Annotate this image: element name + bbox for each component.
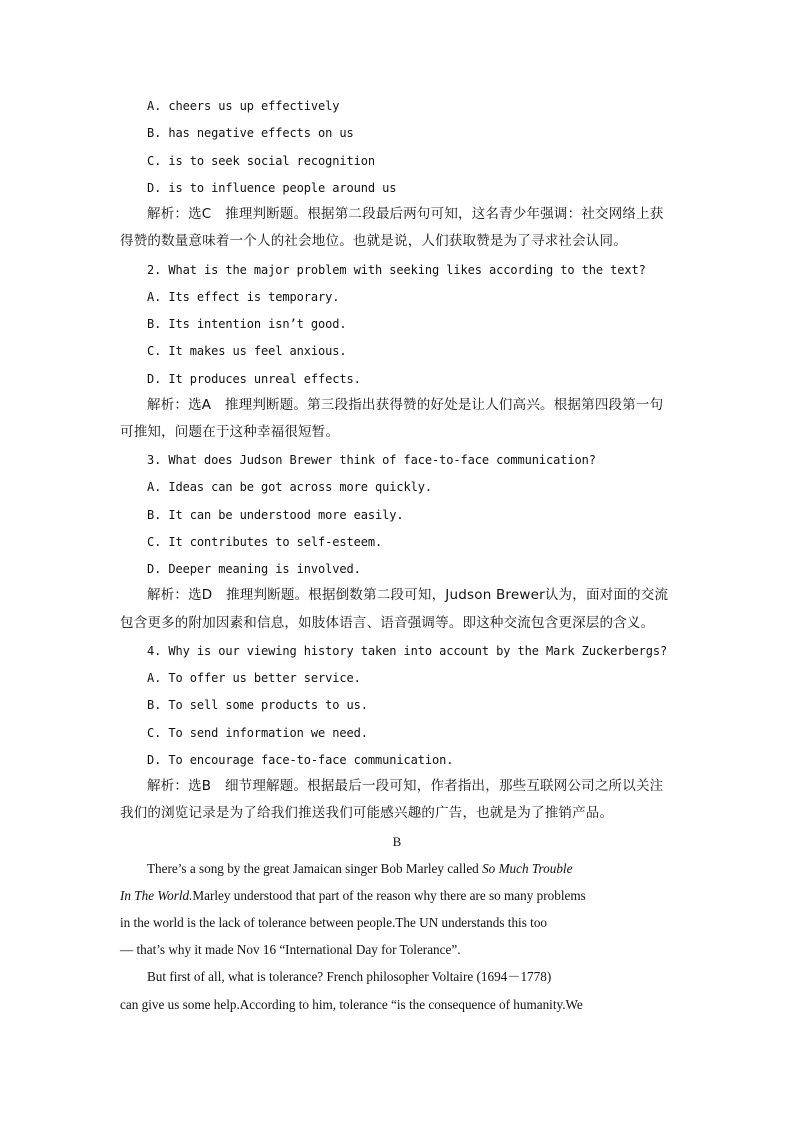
q4-analysis-line-1: 解析：选B 细节理解题。根据最后一段可知，作者指出，那些互联网公司之所以关注	[147, 778, 664, 794]
q1-option-c: C. is to seek social recognition	[147, 154, 375, 168]
q3-analysis-line-2: 包含更多的附加因素和信息，如肢体语言、语音强调等。即这种交流包含更深层的含义。	[120, 615, 655, 631]
q3-option-d: D. Deeper meaning is involved.	[147, 562, 361, 576]
q3-analysis-line-1: 解析：选D 推理判断题。根据倒数第二段可知，Judson Brewer认为，面对面的交流	[147, 587, 669, 603]
section-b-heading: B	[392, 834, 402, 849]
q3-option-a: A. Ideas can be got across more quickly.	[147, 480, 432, 494]
section-b-p1-line-1	[147, 861, 673, 877]
q4-option-d: D. To encourage face-to-face communication.	[147, 753, 454, 767]
q4-option-b: B. To sell some products to us.	[147, 698, 368, 712]
p1-line-2-text: Marley understood that part of the reason why there are so many problems	[192, 888, 586, 903]
section-b-p1-line-4: — that’s why it made Nov 16 “International Day for Tolerance”.	[120, 942, 461, 957]
q4-question: 4. Why is our viewing history taken into account by the Mark Zuckerbergs?	[147, 644, 668, 658]
q4-option-a: A. To offer us better service.	[147, 671, 361, 685]
p1-line-1-text: There’s a song by the great Jamaican singer Bob Marley called	[147, 861, 483, 876]
q4-option-c: C. To send information we need.	[147, 726, 368, 740]
section-b-p1-line-3: in the world is the lack of tolerance between people.The UN understands this too	[120, 915, 548, 930]
section-b-p1-line-2	[120, 888, 673, 904]
q2-option-a: A. Its effect is temporary.	[147, 290, 340, 304]
q2-question: 2. What is the major problem with seeking likes according to the text?	[147, 263, 646, 277]
q1-analysis-line-1: 解析：选C 推理判断题。根据第二段最后两句可知，这名青少年强调：社交网络上获	[147, 206, 664, 222]
q1-analysis-line-2: 得赞的数量意味着一个人的社会地位。也就是说，人们获取赞是为了寻求社会认同。	[120, 233, 627, 249]
q2-analysis-line-2: 可推知，问题在于这种幸福很短暂。	[120, 424, 340, 440]
q4-analysis-line-2: 我们的浏览记录是为了给我们推送我们可能感兴趣的广告，也就是为了推销产品。	[120, 805, 614, 821]
q2-option-c: C. It makes us feel anxious.	[147, 344, 347, 358]
q1-option-d: D. is to influence people around us	[147, 181, 397, 195]
song-title-part-1: So Much Trouble	[482, 861, 573, 876]
q1-option-b: B. has negative effects on us	[147, 126, 354, 140]
q2-analysis-line-1: 解析：选A 推理判断题。第三段指出获得赞的好处是让人们高兴。根据第四段第一句	[147, 397, 664, 413]
q3-option-c: C. It contributes to self-esteem.	[147, 535, 383, 549]
q2-option-b: B. Its intention isn’t good.	[147, 317, 347, 331]
section-b-p2-line-1: But first of all, what is tolerance? French philosopher Voltaire (1694－1778)	[147, 969, 552, 984]
q2-option-d: D. It produces unreal effects.	[147, 372, 361, 386]
q3-question: 3. What does Judson Brewer think of face-to-face communication?	[147, 453, 596, 467]
section-b-p2-line-2: can give us some help.According to him, tolerance “is the consequence of humanity.We	[120, 997, 583, 1012]
song-title-part-2: In The World.	[120, 888, 193, 903]
q1-option-a: A. cheers us up effectively	[147, 99, 340, 113]
q3-option-b: B. It can be understood more easily.	[147, 508, 404, 522]
